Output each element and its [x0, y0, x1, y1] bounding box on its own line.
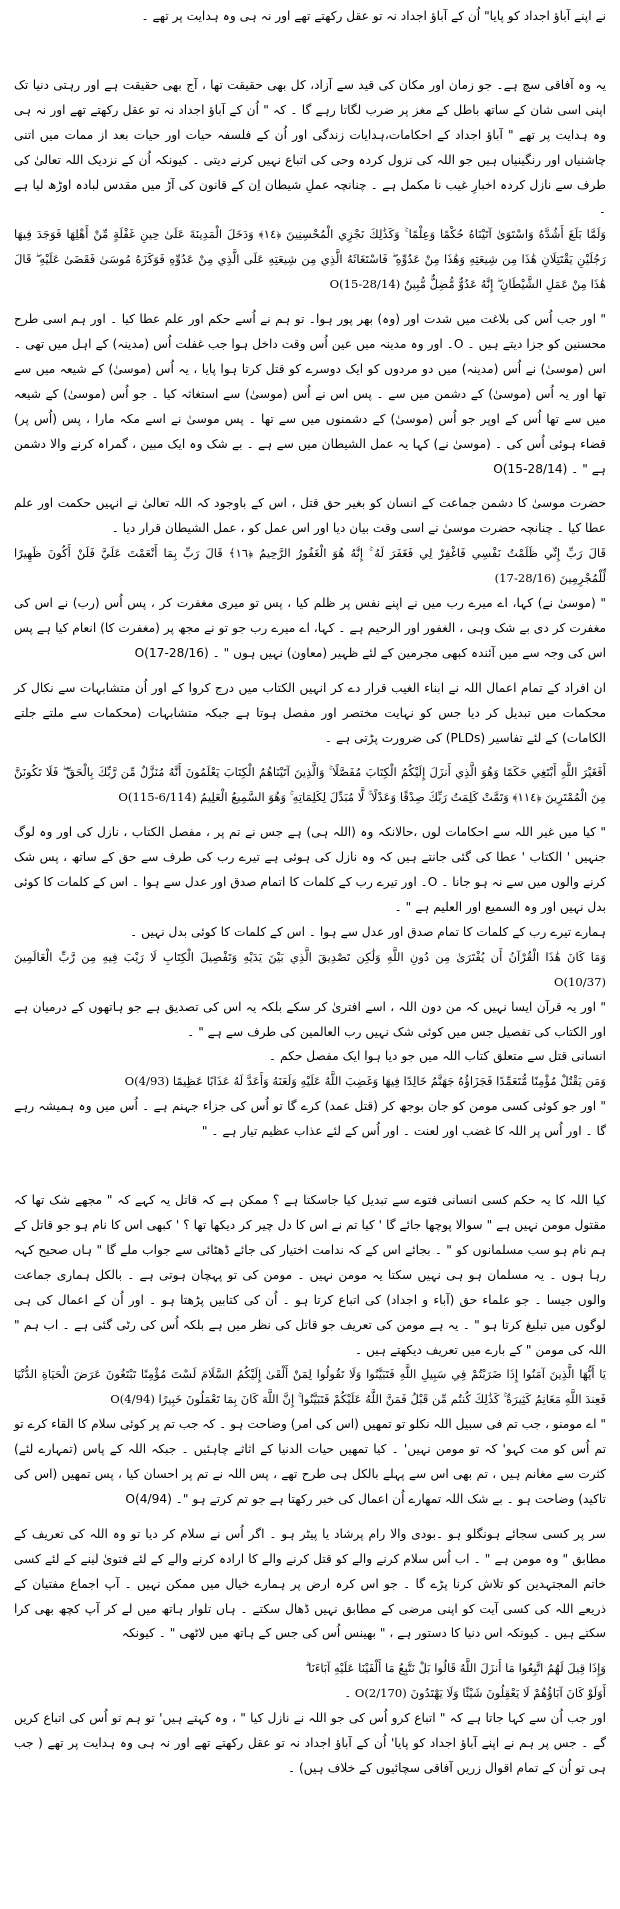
translation-10-37: " اور یہ قرآن ایسا نہیں کہ من دون اللہ ، اسے افتریٰ کر سکے بلکہ یہ اس کی تصدیق ہے جو ہاتھوں کے درمیان ہے اور الکتاب کی تفصیل جس میں کوئی شک نہیں رب العالمین کی طرف سے ہے " ۔: [14, 999, 606, 1039]
arabic-verse-28-14-15: وَلَمَّا بَلَغَ أَشُدَّهُ وَاسْتَوَىٰ آتَيْنَاهُ حُكْمًا وَعِلْمًا ۚ وَكَذَٰلِكَ نَجْزِي الْمُحْسِنِينَ ﴿١٤﴾ وَدَخَلَ الْمَدِينَةَ عَلَىٰ حِينِ غَفْلَةٍ مِّنْ أَهْلِهَا فَوَجَدَ فِيهَا رَجُلَيْنِ يَقْتَتِلَانِ هَٰذَا مِن شِيعَتِهِ وَهَٰذَا مِنْ عَدُوِّهِ ۖ فَاسْتَغَاثَهُ الَّذِي مِن شِيعَتِهِ عَلَى الَّذِي مِنْ عَدُوِّهِ فَوَكَزَهُ مُوسَىٰ فَقَضَىٰ عَلَيْهِ ۖ قَالَ هَٰذَا مِنْ عَمَلِ الشَّيْطَانِ ۖ إِنَّهُ عَدُوٌّ مُّضِلٌّ مُّبِينٌ: [14, 227, 606, 292]
translation-4-93: " اور جو کوئی کسی مومن کو جان بوجھ کر (قتل عمد) کرے گا تو اُس کی جزاء جہنم ہے ۔ اُس میں وہ ہمیشہ رہے گا ۔ اور اُس پر اللہ کا غضب اور لعنت ۔ اور اُس کے لئے عذاب عظیم تیار ہے ۔ ": [14, 1099, 606, 1139]
verse-reference: (4/94)O: [110, 1392, 155, 1407]
arabic-verse-block: [14, 222, 606, 297]
arabic-verse-block: [14, 1681, 606, 1706]
spacer: [14, 297, 606, 307]
translation-2-170: اور جب اُن سے کہا جاتا ہے کہ " اتباع کرو اُس کی جو اللہ نے نازل کیا " ، وہ کہتے ہیں' تو ہم تو اُس کی اتباع کریں گے ۔ جس پر ہم نے اپنے آباؤ اجداد کو پایا' اُن کے آباؤ اجداد نہ تو عقل رکھتے تھے اور نہ ہی وہ ہدایت پر تھے ( جب ہی تو اُن کے تمام اقوال زریں آفاقی سچائیوں کے خلاف ہیں) ۔: [14, 1711, 606, 1775]
verse-reference: (6/114-115)O: [118, 790, 197, 805]
spacer: [14, 481, 606, 491]
paragraph-musa: حضرت موسیٰ کا دشمن جماعت کے انسان کو بغیر حق قتل ، اس کے باوجود کہ اللہ تعالیٰ نے انہیں حکمت اور علم عطا کیا ۔ چنانچہ حضرت موسیٰ نے اسی وقت بیان دیا اور اس عمل کو ، عمل الشیطان قرار دیا ۔: [14, 496, 606, 536]
spacer: [14, 1144, 606, 1188]
spacer: [14, 750, 606, 760]
arabic-verse-4-93: وَمَن يَقْتُلْ مُؤْمِنًا مُّتَعَمِّدًا فَجَزَاؤُهُ جَهَنَّمُ خَالِدًا فِيهَا وَغَضِبَ اللَّهُ عَلَيْهِ وَلَعَنَهُ وَأَعَدَّ لَهُ عَذَابًا عَظِيمًا: [172, 1074, 606, 1089]
arabic-verse-4-94: يَا أَيُّهَا الَّذِينَ آمَنُوا إِذَا ضَرَبْتُمْ فِي سَبِيلِ اللَّهِ فَتَبَيَّنُوا وَلَا تَقُولُوا لِمَنْ أَلْقَىٰ إِلَيْكُمُ السَّلَامَ لَسْتَ مُؤْمِنًا تَبْتَغُونَ عَرَضَ الْحَيَاةِ الدُّنْيَا فَعِندَ اللَّهِ مَغَانِمُ كَثِيرَةٌ ۚ كَذَٰلِكَ كُنتُم مِّن قَبْلُ فَمَنَّ اللَّهُ عَلَيْكُمْ فَتَبَيَّنُوا ۚ إِنَّ اللَّهَ كَانَ بِمَا تَعْمَلُونَ خَبِيرًا: [14, 1367, 606, 1407]
paragraph-fatwa: کیا اللہ کا یہ حکم کسی انسانی فتوے سے تبدیل کیا جاسکتا ہے ؟ ممکن ہے کہ قاتل یہ کہے کہ " مجھے شک تھا کہ مقتول مومن نہیں ہے " سوالا پوچھا جائے گا ' کیا تم نے اس کا دل چیر کر دیکھا تھا ؟ ' کبھی اس کا نام ہو جو قاتل کے ہم نام ہو سب مسلمانوں کو " ۔ بجائے اس کے کہ ندامت اختیار کی جائے ڈھٹائی سے جواب ملے گا " ہاں صحیح کہہ رہا ہوں ۔ یہ مسلمان ہو ہی نہیں سکتا یہ مومن نہیں ۔ مومن کی تو پہچان ہوتی ہے ۔ بالکل ہماری جماعت والوں جیسا ۔ جو علماء حق (آباء و اجداد) کی اتباع کرتا ہو ۔ اُن کی کتابیں پڑھتا ہو ۔ اور اُن کے اعمال کی ہی لوگوں میں تبلیغ کرتا ہو " ۔ یہ ہے مومن کی تعریف جو قاتل کی نظر میں ہے بلکہ اُس کی رٹی گئی ہے ۔ اب ہم " اللہ کی مومن " کے بارے میں تعریف دیکھتے ہیں ۔: [14, 1193, 606, 1357]
verse-reference: (2/170)O ۔: [344, 1686, 407, 1701]
translation-28-16-17: " (موسیٰ نے) کہا، اے میرے رب میں نے اپنے نفس پر ظلم کیا ، پس تو میری مغفرت کر ، پس اُس (رب) نے اس کی مغفرت کر دی بے شک وہی ، الغفور اور الرحیم ہے ۔ کہا، اے میرے رب جو تو نے مجھ پر (مغفرت کا) انعام کیا ہے پس اس کی وجہ سے میں آئندہ کبھی مجرمین کے لئے ظہیر (معاون) نہیں ہوں " ۔ (28/16-17)O: [14, 596, 606, 660]
arabic-verse-2-170-part1: وَإِذَا قِيلَ لَهُمُ اتَّبِعُوا مَا أَنزَلَ اللَّهُ قَالُوا بَلْ نَتَّبِعُ مَا أَلْفَيْنَا عَلَيْهِ آبَاءَنَا ۗ: [305, 1661, 606, 1676]
arabic-verse-10-37: وَمَا كَانَ هَٰذَا الْقُرْآنُ أَن يُفْتَرَىٰ مِن دُونِ اللَّهِ وَلَٰكِن تَصْدِيقَ الَّذِي بَيْنَ يَدَيْهِ وَتَفْصِيلَ الْكِتَابِ لَا رَيْبَ فِيهِ مِن رَّبِّ الْعَالَمِينَ: [14, 949, 606, 964]
verse-reference: (10/37)O: [554, 974, 606, 989]
translation-28-14-15: " اور جب اُس کی بلاغت میں شدت اور (وہ) بھر پور ہوا۔ تو ہم نے اُسے حکم اور علم عطا کیا ۔ اور ہم اسی طرح محسنین کو جزا دیتے ہیں ۔ O۔ اور وہ مدینہ میں عین اُس وقت داخل ہوا جب غفلت اُس (مدینہ) کے اہل میں تھی ۔ اس (موسیٰ) نے اُس (مدینہ) میں دو مردوں کو ایک دوسرے کو قتل کرتا ہوا پایا ، یہ اُس (موسیٰ) کے شیعہ میں سے تھا اور یہ اُس (موسیٰ) کے دشمن میں سے ۔ پس اس نے اُس (موسیٰ) سے استغاثہ کیا ۔ جو اُس (موسیٰ) کے شیعہ میں سے تھا اُس کے اوپر جو اُس (موسیٰ) کے دشمنوں میں سے تھا ۔ پس موسیٰ نے اسے مکہ مارا ، پس (اُس پر) قضاء ہوئی اُس کی ۔ (موسیٰ نے) کہا یہ عمل الشیطان میں سے ہے ۔ بے شک وہ ایک مبین ، گمراہ کرنے والا دشمن ہے " ۔ (28/14-15)O: [14, 312, 606, 476]
spacer: [14, 29, 606, 73]
spacer: [14, 1512, 606, 1522]
paragraph-qatl: انسانی قتل سے متعلق کتاب اللہ میں جو دیا ہوا ایک مفصل حکم ۔: [269, 1049, 606, 1064]
spacer: [14, 1646, 606, 1656]
paragraph-salam: سر پر کسی سجائے ہونگلو ہو ۔بودی والا رام پرشاد یا پیٹر ہو ۔ اگر اُس نے سلام کر دیا تو وہ اللہ کی تعریف کے مطابق " وہ مومن ہے " ۔ اب اُس سلام کرنے والے کو قتل کرنے والے کا ارادہ کرنے والے کے لئے فتویٰ لینے کے لئے کسی خاتم المجتہدین کو تلاش کرنا پڑے گا ۔ جو اس کرہ ارض پر ہمارے خیال میں ممکن نہیں ۔ آپ اجماع مفتیان کے ذریعے اللہ کی کسی آیت کو اپنی مرضی کے مطابق نہیں ڈھال سکتے ۔ ہاں تلوار ہاتھ میں لے کر آپ کچھ بھی کرا سکتے ہیں ۔ کیونکہ اس دنیا کا دستور ہے ، " بھینس اُس کی جس کے ہاتھ میں لاٹھی " ۔ کیونکہ: [14, 1526, 606, 1641]
paragraph-intro: نے اپنے آباؤ اجداد کو پایا" اُن کے آباؤ اجداد نہ تو عقل رکھتے تھے اور نہ ہی وہ ہدایت پر تھے ۔: [141, 9, 606, 23]
paragraph-muhkamat: ان افراد کے تمام اعمال اللہ نے ابناء الغیب قرار دے کر انہیں الکتاب میں درج کروا کے اور اُن متشابہات سے نکال کر محکمات میں تبدیل کر دیا جس کو نہایت مختصر اور مفصل ہوتا ہے جبکہ متشابہات (محکمات سے ملتے جلتے الکامات) کے لئے تفاسیر (PLDs) کی ضرورت پڑتی ہے ۔: [14, 680, 606, 745]
arabic-verse-6-114-115: أَفَغَيْرَ اللَّهِ أَبْتَغِي حَكَمًا وَهُوَ الَّذِي أَنزَلَ إِلَيْكُمُ الْكِتَابَ مُفَصَّلًا ۚ وَالَّذِينَ آتَيْنَاهُمُ الْكِتَابَ يَعْلَمُونَ أَنَّهُ مُنَزَّلٌ مِّن رَّبِّكَ بِالْحَقِّ ۖ فَلَا تَكُونَنَّ مِنَ الْمُمْتَرِينَ ﴿١١٤﴾ وَتَمَّتْ كَلِمَتُ رَبِّكَ صِدْقًا وَعَدْلًا ۚ لَّا مُبَدِّلَ لِكَلِمَاتِهِ ۚ وَهُوَ السَّمِيعُ الْعَلِيمُ: [14, 765, 606, 805]
arabic-verse-block: [14, 1069, 606, 1094]
arabic-verse-block: [14, 760, 606, 810]
arabic-verse-block: [14, 945, 606, 995]
arabic-verse-2-170-part2: أَوَلَوْ كَانَ آبَاؤُهُمْ لَا يَعْقِلُونَ شَيْئًا وَلَا يَهْتَدُونَ: [410, 1686, 606, 1701]
paragraph-universal-truth: یہ وہ آفاقی سچ ہے۔ جو زمان اور مکان کی قید سے آزاد، کل بھی حقیقت تھا ، آج بھی حقیقت ہے اور رہتی دنیا تک اپنی اسی شان کے ساتھ باطل کے مغز پر ضرب لگاتا رہے گا ۔ کہ " اُن کے آباؤ اجداد نہ تو عقل رکھتے تھے اور نہ ہی وہ ہدایت پر تھے " آباؤ اجداد کے احکامات،ہدایات زندگی اور اُن کے فلسفہ حیات اور حیات بعد از ممات میں اتنی چاشنیاں اور رنگینیاں ہیں جو اللہ کی نزول کردہ وحی کی اتباع نہیں کرنے دیتی ۔ کیونکہ اُن کے نزدیک اللہ تعالیٰ کی طرف سے نازل کردہ اخبارِ غیب نا مکمل ہے ۔ چنانچہ عملِ شیطان اِن کے قانون کی آڑ میں مقدس لبادہ اوڑھ لیا ہے ۔: [14, 77, 606, 217]
spacer: [14, 666, 606, 676]
arabic-verse-block: [14, 541, 606, 591]
verse-reference: (28/14-15)O: [329, 277, 401, 292]
arabic-verse-block: [14, 1362, 606, 1412]
verse-reference: (4/93)O: [124, 1074, 170, 1089]
translation-6-114-115: " کیا میں غیر اللہ سے احکامات لوں ،حالانکہ وہ (اللہ ہی) ہے جس نے تم پر ، مفصل الکتاب ، نازل کی اور وہ لوگ جنہیں ' الکتاب ' عطا کی گئی جانتے ہیں کہ وہ نازل کی ہوئی ہے تیرے رب کی طرف سے حق کے ساتھ ، پس شک کرنے والوں میں سے نہ ہو جانا ۔ O۔ اور تیرے رب کے کلمات کا اتمام صدق اور عدل سے ہوا ۔ اس کے کلمات کا کوئی بدل نہیں اور وہ السمیع اور العلیم ہے " ۔: [14, 825, 606, 914]
paragraph-kalimat: ہمارے تیرے رب کے کلمات کا تمام صدق اور عدل سے ہوا ۔ اس کے کلمات کا کوئی بدل نہیں ۔: [130, 924, 606, 939]
verse-reference: (28/16-17): [494, 571, 556, 586]
spacer: [14, 810, 606, 820]
translation-4-94: " اے مومنو ، جب تم فی سبیل اللہ نکلو تو تمھیں (اس کی امر) وضاحت ہو ۔ کہ جب تم پر کوئی سلام کا القاء کرے تو تم اُس کو مت کہو' کہ تو مومن نہیں' ۔ کیا تمھیں حیات الدنیا کے اثاثے چاہئیں ۔ جبکہ اللہ کے پاس (تمہارے لئے) کثرت سے مغانم ہیں ، تم بھی اس سے پہلے بالکل ہی طرح تھے ، پس اللہ نے تم پر احسان کیا ، پس تمھیں (اس کی تاکید) وضاحت ہو ۔ بے شک اللہ تمھارے اُن اعمال کی خبر رکھتا ہے جو تم کرتے ہو "۔ (4/94)O: [14, 1417, 606, 1506]
arabic-verse-28-16-17: قَالَ رَبِّ إِنِّي ظَلَمْتُ نَفْسِي فَاغْفِرْ لِي فَغَفَرَ لَهُ ۚ إِنَّهُ هُوَ الْغَفُورُ الرَّحِيمُ ﴿١٦﴾ قَالَ رَبِّ بِمَا أَنْعَمْتَ عَلَيَّ فَلَنْ أَكُونَ ظَهِيرًا لِّلْمُجْرِمِينَ: [14, 546, 606, 586]
